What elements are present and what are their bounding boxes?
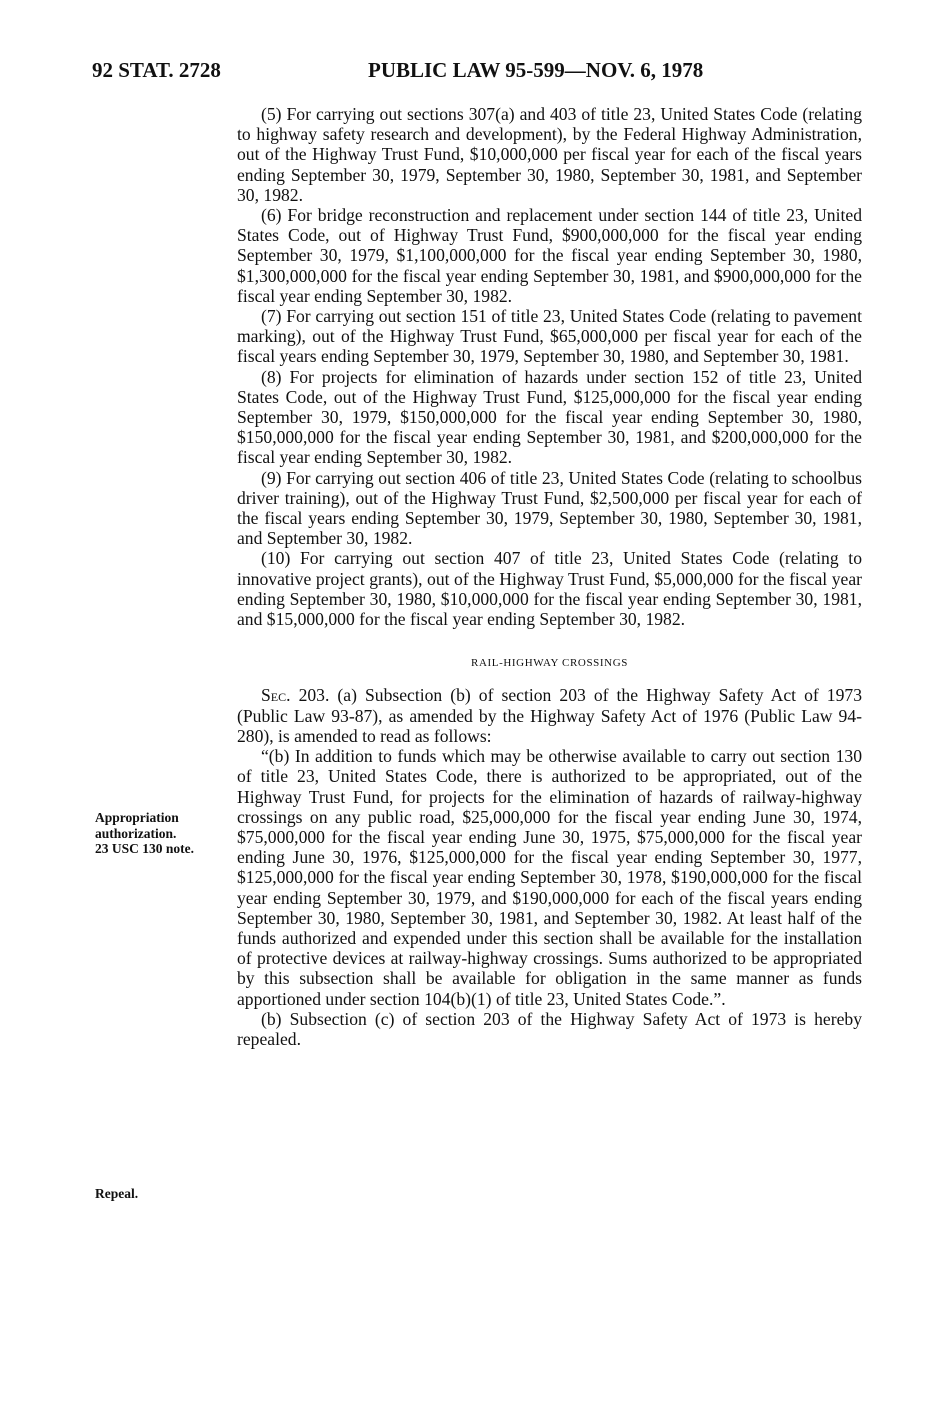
margin-note-line: Appropriation: [95, 810, 179, 825]
margin-note-line: authorization.: [95, 825, 177, 841]
section-heading: RAIL-HIGHWAY CROSSINGS: [471, 657, 628, 670]
sec-203-intro: [237, 685, 862, 746]
paragraph-5: (5) For carrying out sections 307(a) and 403 of title 23, United States Code (relating to highway safety research and development), by the Federal Highway Administration, out of the Highway Trust Fund, $10,000,000 per fiscal year for each of the fiscal years ending September 30, 1979, September 30, 1980, September 30, 1981, and September 30, 1982.: [237, 104, 862, 205]
paragraph-6: (6) For bridge reconstruction and replacement under section 144 of title 23, United States Code, out of Highway Trust Fund, $900,000,000 for the fiscal year ending September 30, 1979, $1,100,000,000 for the fiscal year ending September 30, 1980, $1,300,000,000 for the fiscal year ending September 30, 1981, and $900,000,000 for the fiscal year ending September 30, 1982.: [237, 205, 862, 306]
sec-203-intro-text: (a) Subsection (b) of section 203 of the Highway Safety Act of 1973 (Public Law 93-87), as amended by the Highway Safety Act of 1976 (Public Law 94-280), is amended to read as follows:: [237, 685, 862, 746]
paragraph-9: (9) For carrying out section 406 of title 23, United States Code (relating to schoolbus driver training), out of the Highway Trust Fund, $2,500,000 per fiscal year for each of the fiscal years ending September 30, 1979, September 30, 1980, September 30, 1981, and September 30, 1982.: [237, 467, 862, 549]
margin-note-line: Repeal.: [95, 1186, 139, 1201]
page-header: [92, 58, 872, 88]
paragraph-8: (8) For projects for elimination of hazards under section 152 of title 23, United States Code, out of the Highway Trust Fund, $125,000,000 for the fiscal year ending September 30, 1979, $150,000,000 for the fiscal year ending September 30, 1980, $150,000,000 for the fiscal year ending September 30, 1981, and $200,000,000 for the fiscal year ending September 30, 1982.: [237, 366, 862, 468]
margin-note-repeal: [95, 1186, 235, 1202]
paragraph-7: (7) For carrying out section 151 of title 23, United States Code (relating to pavement marking), out of the Highway Trust Fund, $65,000,000 per fiscal year for each of the fiscal years ending September 30, 1979, September 30, 1980, and September 30, 1981.: [237, 306, 862, 367]
subsection-b-repeal: (b) Subsection (c) of section 203 of the Highway Safety Act of 1973 is hereby repealed.: [237, 1008, 862, 1049]
margin-note-appropriation: [95, 810, 235, 857]
sec-label: Sec. 203.: [261, 685, 330, 706]
document-body: [237, 104, 862, 1049]
quoted-subsection-b: “(b) In addition to funds which may be otherwise available to carry out section 130 of title 23, United States Code, there is authorized to be appropriated, out of the Highway Trust Fund, for projects for the elimination of hazards of railway-highway crossings on any public road, $25,000,000 for the fiscal year ending June 30, 1974, $75,000,000 for the fiscal year ending June 30, 1975, $75,000,000 for the fiscal year ending June 30, 1976, $125,000,000 for the fiscal year ending September 30, 1977, $125,000,000 for the fiscal year ending September 30, 1978, $190,000,000 for the fiscal year ending September 30, 1979, and $190,000,000 for each of the fiscal years ending September 30, 1980, September 30, 1981, and September 30, 1982. At least half of the funds authorized and expended under this section shall be available for the installation of protective devices at railway-highway crossings. Sums authorized to be appropriated by this subsection shall be available for obligation in the same manner as funds apportioned under section 104(b)(1) of title 23, United States Code.”.: [237, 746, 862, 1009]
stat-reference: 92 STAT. 2728: [92, 58, 221, 82]
paragraph-10: (10) For carrying out section 407 of title 23, United States Code (relating to innovative project grants), out of the Highway Trust Fund, $5,000,000 for the fiscal year ending September 30, 1980, $10,000,000 for the fiscal year ending September 30, 1981, and $15,000,000 for the fiscal year ending September 30, 1982.: [237, 548, 862, 630]
law-title: PUBLIC LAW 95-599—NOV. 6, 1978: [368, 58, 704, 82]
margin-note-line: 23 USC 130 note.: [95, 841, 195, 856]
